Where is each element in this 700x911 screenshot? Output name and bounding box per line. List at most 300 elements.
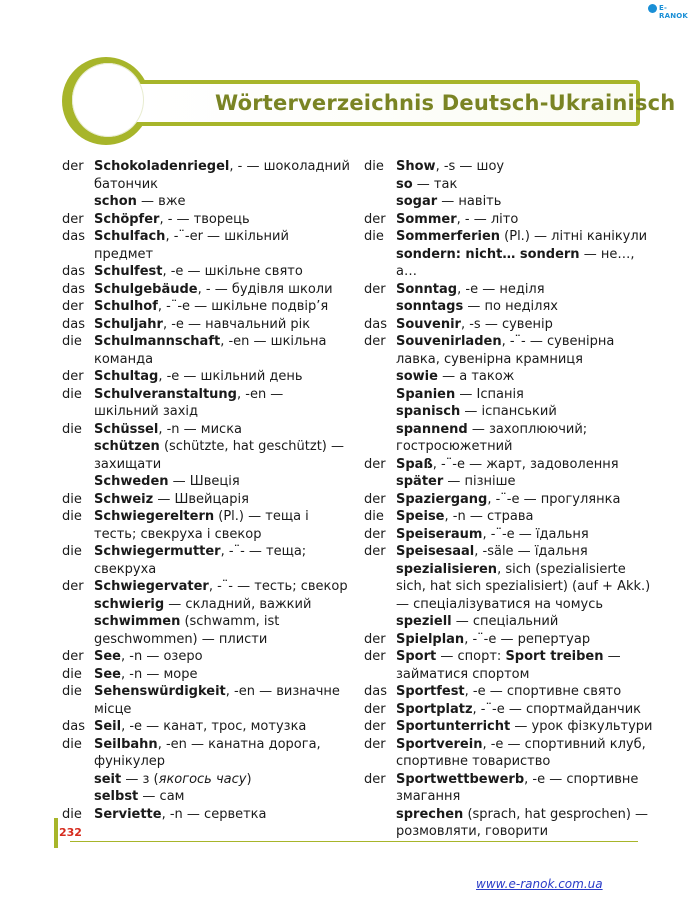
- entry-body: [94, 683, 352, 718]
- entry-body: [94, 316, 352, 334]
- dictionary-entry: [62, 263, 352, 281]
- dictionary-entry: [364, 701, 654, 719]
- entry-body: [396, 228, 654, 246]
- entry-body: [396, 806, 654, 841]
- publisher-link[interactable]: www.e-ranok.com.ua: [476, 877, 603, 891]
- entry-body: [396, 543, 654, 561]
- entry-body: [94, 386, 352, 421]
- entry-text: — не…, а…: [396, 246, 635, 279]
- headword: Spielplan: [396, 631, 465, 647]
- entry-text: , -¨- — теща; свекруха: [94, 544, 307, 577]
- entry-body: [94, 298, 352, 316]
- dictionary-entry: [62, 613, 352, 648]
- entry-article: [62, 596, 94, 614]
- entry-article: der: [364, 771, 386, 787]
- entry-text: — спорт:: [436, 649, 506, 664]
- dictionary-entry: [62, 368, 352, 386]
- entry-body: [396, 403, 654, 421]
- entry-text: , -¨-e — спортмайданчик: [472, 701, 642, 717]
- entry-article: das: [364, 684, 387, 699]
- page-number-box: [54, 818, 82, 848]
- entry-article: [364, 298, 396, 316]
- entry-text: — захоплюючий; гостросюжетний: [396, 421, 588, 454]
- entry-text: ): [246, 771, 252, 787]
- entry-text: — Іспанія: [455, 386, 524, 402]
- headword: See: [94, 666, 121, 682]
- headword: Schulhof: [94, 299, 158, 314]
- entry-body: [94, 508, 352, 543]
- entry-article: [364, 561, 396, 614]
- headword: Schwiegervater: [94, 579, 209, 594]
- headword: Schulveranstaltung: [94, 386, 237, 402]
- dictionary-entry: [62, 473, 352, 491]
- entry-article: [364, 421, 396, 456]
- headword: speziell: [396, 614, 452, 629]
- entry-article: [364, 613, 396, 631]
- dictionary-entry: [364, 491, 654, 509]
- entry-text: — спеціальний: [451, 614, 559, 629]
- entry-body: [94, 193, 352, 211]
- entry-text: (schützte, hat geschützt) — захищати: [94, 439, 345, 472]
- headword: sprechen: [396, 806, 464, 822]
- headword: Schweden: [94, 474, 169, 489]
- entry-text: — складний, важкий: [164, 596, 312, 612]
- dictionary-entry: [62, 438, 352, 473]
- entry-text: , -n — страва: [444, 509, 534, 524]
- entry-text: , -¨- — сувенірна лавка, сувенірна крамниця: [396, 334, 615, 367]
- dictionary-entry: [62, 281, 352, 299]
- dictionary-entry: [364, 718, 654, 736]
- entry-body: [396, 491, 654, 509]
- entry-body: [94, 491, 352, 509]
- entry-article: [364, 386, 396, 404]
- headword: Sonntag: [396, 281, 458, 297]
- headword: sowie: [396, 369, 438, 384]
- entry-article: das: [62, 281, 85, 297]
- entry-text: , sich (spezialisierte sich, hat sich spezialisiert) (auf + Akk.) — спеціалізуватися на чомусь: [396, 561, 651, 612]
- entry-body: [396, 176, 654, 194]
- headword: Schweiz: [94, 491, 154, 507]
- publisher-brand: E-RANOK: [659, 4, 689, 20]
- entry-article: [364, 193, 396, 211]
- dictionary-entry: [364, 316, 654, 334]
- dictionary-entry: [364, 771, 654, 806]
- headword: Sport treiben: [505, 649, 604, 664]
- entry-note: якогось часу: [158, 771, 247, 787]
- entry-article: der: [364, 526, 386, 542]
- dictionary-entry: [62, 788, 352, 806]
- entry-body: [396, 246, 654, 281]
- headword: Sommer: [396, 211, 457, 227]
- entry-text: , -e — навчальний рік: [162, 316, 311, 332]
- entry-text: , -n — озеро: [121, 649, 203, 664]
- entry-article: der: [364, 491, 386, 507]
- entry-article: die: [62, 491, 82, 507]
- entry-body: [94, 438, 352, 473]
- headword: selbst: [94, 789, 139, 804]
- dictionary-entry: [62, 228, 352, 263]
- entry-body: [94, 788, 352, 806]
- headword: Schöpfer: [94, 211, 160, 227]
- entry-article: [364, 806, 396, 841]
- dictionary-entry: [364, 403, 654, 421]
- dictionary-entry: [62, 648, 352, 666]
- footer-divider: [70, 841, 638, 842]
- entry-text: — сам: [138, 789, 185, 804]
- entry-body: [94, 771, 352, 789]
- entry-article: der: [62, 579, 84, 594]
- entry-text: , -en — визначне місце: [94, 684, 340, 717]
- dictionary-entry: [364, 648, 654, 683]
- entry-article: die: [62, 421, 82, 437]
- entry-article: [364, 403, 396, 421]
- headword: Sehenswürdigkeit: [94, 684, 226, 699]
- entry-body: [94, 333, 352, 368]
- entry-article: [62, 193, 94, 211]
- entry-article: die: [62, 509, 82, 524]
- entry-body: [396, 648, 654, 683]
- headword: so: [396, 176, 413, 192]
- headword: Sportplatz: [396, 701, 473, 717]
- dictionary-entry: [364, 421, 654, 456]
- dictionary-entry: [62, 806, 352, 824]
- entry-text: — з (: [121, 771, 159, 787]
- entry-article: der: [364, 649, 386, 664]
- entry-body: [94, 281, 352, 299]
- entry-text: — урок фізкультури: [510, 719, 653, 734]
- headword: Souvenir: [396, 316, 461, 332]
- entry-text: , -e — канат, трос, мотузка: [121, 719, 307, 734]
- headword: Spaß: [396, 456, 433, 472]
- headword: Sportunterricht: [396, 719, 511, 734]
- entry-text: , -e — шкільний день: [158, 369, 303, 384]
- entry-text: , -n — серветка: [161, 806, 267, 822]
- entry-body: [396, 298, 654, 316]
- entry-body: [396, 158, 654, 176]
- entry-article: der: [62, 369, 84, 384]
- entry-text: , -en — шкільна команда: [94, 334, 327, 367]
- headword: Seil: [94, 719, 122, 734]
- entry-body: [396, 771, 654, 806]
- ranok-logo-icon: [648, 4, 657, 13]
- entry-text: — Швеція: [168, 474, 240, 489]
- entry-article: die: [62, 386, 82, 402]
- entry-article: das: [62, 719, 85, 734]
- dictionary-entry: [62, 421, 352, 439]
- headword: spezialisieren: [396, 561, 498, 577]
- entry-article: die: [62, 544, 82, 559]
- entry-text: (Pl.) — літні канікули: [500, 229, 648, 244]
- dictionary-entry: [62, 491, 352, 509]
- entry-body: [94, 666, 352, 684]
- page-number-bracket: [54, 818, 58, 848]
- dictionary-entry: [62, 298, 352, 316]
- entry-body: [396, 421, 654, 456]
- dictionary-entry: [364, 246, 654, 281]
- headword: Schwiegermutter: [94, 544, 221, 559]
- entry-text: , - — літо: [456, 211, 519, 227]
- dictionary-entry: [364, 211, 654, 229]
- entry-article: der: [364, 281, 386, 297]
- entry-text: — пізніше: [443, 474, 516, 489]
- entry-body: [94, 368, 352, 386]
- headword: Sommerferien: [396, 229, 501, 244]
- entry-text: (sprach, hat gesprochen) — розмовляти, говорити: [396, 806, 649, 839]
- entry-text: , -n — море: [121, 666, 198, 682]
- headword: sonntags: [396, 299, 464, 314]
- entry-body: [94, 228, 352, 263]
- decorative-circle-inner: [72, 63, 144, 137]
- entry-body: [396, 316, 654, 334]
- entry-article: die: [62, 666, 82, 682]
- entry-article: der: [364, 544, 386, 559]
- entry-body: [396, 701, 654, 719]
- dictionary-entry: [62, 211, 352, 229]
- entry-body: [94, 648, 352, 666]
- dictionary-entry: [62, 596, 352, 614]
- entry-text: , -en — канатна дорога, фунікулер: [94, 736, 321, 769]
- entry-text: , - — творець: [159, 211, 250, 227]
- entry-article: das: [62, 316, 85, 332]
- dictionary-entry: [62, 771, 352, 789]
- dictionary-entry: [364, 386, 654, 404]
- entry-body: [94, 263, 352, 281]
- entry-article: [62, 438, 94, 473]
- dictionary-entry: [364, 176, 654, 194]
- entry-text: , -¨-e — шкільне подвір’я: [157, 299, 329, 314]
- dictionary-entry: [364, 193, 654, 211]
- dictionary-entry: [364, 298, 654, 316]
- entry-text: — вже: [136, 194, 186, 209]
- entry-article: der: [364, 456, 386, 472]
- entry-text: , -n — миска: [158, 421, 243, 437]
- entry-text: , -¨- — тесть; свекор: [208, 579, 348, 594]
- headword: Sportverein: [396, 736, 483, 752]
- headword: Speise: [396, 509, 445, 524]
- entry-body: [396, 718, 654, 736]
- dictionary-entry: [62, 578, 352, 596]
- dictionary-entry: [364, 526, 654, 544]
- headword: Spaziergang: [396, 491, 488, 507]
- entry-article: die: [62, 684, 82, 699]
- entry-article: [62, 771, 94, 789]
- headword: schon: [94, 194, 137, 209]
- entry-body: [94, 613, 352, 648]
- entry-text: , -¨-er — шкільний предмет: [94, 229, 289, 262]
- entry-article: der: [62, 211, 84, 227]
- dictionary-entry: [364, 473, 654, 491]
- dictionary-entry: [364, 736, 654, 771]
- entry-text: , -e — спортивне змагання: [396, 771, 639, 804]
- entry-text: , -s — сувенір: [460, 316, 553, 332]
- dictionary-column-right: [364, 158, 654, 841]
- headword: See: [94, 649, 121, 664]
- entry-body: [94, 578, 352, 596]
- entry-text: , -e — спортивне свято: [464, 684, 622, 699]
- headword: schützen: [94, 439, 160, 454]
- entry-body: [396, 561, 654, 614]
- headword: später: [396, 474, 444, 489]
- page-title: Wörterverzeichnis Deutsch-Ukrainisch: [215, 91, 676, 115]
- entry-article: das: [62, 229, 85, 244]
- entry-body: [94, 473, 352, 491]
- entry-body: [94, 596, 352, 614]
- dictionary-entry: [62, 683, 352, 718]
- entry-article: [364, 176, 396, 194]
- entry-body: [94, 158, 352, 193]
- headword: Schulgebäude: [94, 281, 198, 297]
- entry-body: [396, 631, 654, 649]
- entry-article: der: [62, 649, 84, 664]
- headword: schwierig: [94, 596, 165, 612]
- dictionary-entry: [364, 543, 654, 561]
- entry-body: [94, 718, 352, 736]
- dictionary-entry: [62, 158, 352, 193]
- dictionary-entry: [62, 736, 352, 771]
- dictionary-entry: [62, 386, 352, 421]
- headword: Serviette: [94, 806, 162, 822]
- entry-body: [396, 333, 654, 368]
- entry-text: , -s — шоу: [435, 159, 505, 174]
- entry-text: , -e — неділя: [457, 281, 545, 297]
- headword: Seilbahn: [94, 736, 158, 752]
- headword: Souvenirladen: [396, 334, 502, 349]
- entry-text: — займатися спортом: [396, 649, 621, 682]
- entry-text: , -en — шкільний захід: [94, 386, 284, 419]
- dictionary-entry: [364, 456, 654, 474]
- dictionary-entry: [364, 508, 654, 526]
- dictionary-entry: [364, 333, 654, 368]
- dictionary-entry: [62, 666, 352, 684]
- dictionary-entry: [364, 631, 654, 649]
- entry-article: [62, 788, 94, 806]
- headword: spannend: [396, 421, 468, 437]
- entry-article: die: [62, 806, 82, 822]
- dictionary-column-left: [62, 158, 352, 823]
- entry-article: der: [364, 334, 386, 349]
- headword: Show: [396, 159, 436, 174]
- headword: Schokoladenriegel: [94, 159, 230, 174]
- entry-article: [364, 246, 396, 281]
- dictionary-entry: [62, 333, 352, 368]
- entry-body: [396, 456, 654, 474]
- headword: Schuljahr: [94, 316, 163, 332]
- entry-text: , -¨-e — їдальня: [482, 526, 589, 542]
- entry-text: — іспанський: [460, 404, 557, 419]
- entry-text: , -¨-e — репертуар: [464, 631, 591, 647]
- entry-article: der: [364, 719, 386, 734]
- headword: Spanien: [396, 386, 456, 402]
- dictionary-entry: [364, 368, 654, 386]
- entry-body: [396, 211, 654, 229]
- entry-body: [396, 736, 654, 771]
- entry-text: , -e — спортивний клуб, спортивне товариство: [396, 736, 646, 769]
- entry-body: [396, 386, 654, 404]
- entry-body: [396, 508, 654, 526]
- entry-text: , - — шоколадний батончик: [94, 159, 350, 192]
- headword: Sportfest: [396, 684, 465, 699]
- entry-text: (Pl.) — теща і тесть; свекруха і свекор: [94, 509, 309, 542]
- entry-article: der: [364, 631, 386, 647]
- entry-body: [396, 193, 654, 211]
- headword: sondern: nicht… sondern: [396, 246, 580, 262]
- entry-article: der: [364, 736, 386, 752]
- entry-text: , -säle — їдальня: [474, 544, 588, 559]
- dictionary-entry: [62, 543, 352, 578]
- dictionary-entry: [364, 613, 654, 631]
- headword: Schwiegereltern: [94, 509, 215, 524]
- headword: Schüssel: [94, 421, 159, 437]
- entry-article: [62, 613, 94, 648]
- headword: Sport: [396, 649, 437, 664]
- dictionary-entry: [364, 228, 654, 246]
- entry-body: [396, 526, 654, 544]
- entry-text: — по неділях: [463, 299, 558, 314]
- entry-body: [94, 211, 352, 229]
- dictionary-entry: [364, 158, 654, 176]
- entry-article: [364, 473, 396, 491]
- entry-article: der: [364, 211, 386, 227]
- entry-text: , -e — шкільне свято: [162, 264, 303, 279]
- dictionary-entry: [364, 683, 654, 701]
- entry-article: die: [62, 334, 82, 349]
- headword: Speiseraum: [396, 526, 483, 542]
- entry-article: das: [62, 264, 85, 279]
- publisher-logo: [648, 4, 694, 20]
- headword: Schultag: [94, 369, 159, 384]
- entry-body: [396, 368, 654, 386]
- entry-body: [94, 421, 352, 439]
- entry-article: [62, 473, 94, 491]
- headword: Sportwettbewerb: [396, 771, 525, 787]
- entry-article: die: [364, 229, 384, 244]
- headword: spanisch: [396, 404, 461, 419]
- entry-body: [94, 736, 352, 771]
- dictionary-entry: [364, 806, 654, 841]
- entry-article: [364, 368, 396, 386]
- entry-text: , - — будівля школи: [197, 281, 333, 297]
- entry-article: der: [364, 701, 386, 717]
- entry-text: (schwamm, ist geschwommen) — плисти: [94, 614, 280, 647]
- dictionary-entry: [62, 508, 352, 543]
- entry-body: [396, 281, 654, 299]
- dictionary-entry: [364, 281, 654, 299]
- entry-article: die: [364, 159, 384, 174]
- headword: Schulfest: [94, 264, 163, 279]
- entry-text: — а також: [437, 369, 515, 384]
- headword: sogar: [396, 194, 438, 209]
- entry-article: das: [364, 316, 387, 332]
- entry-text: , -¨-e — жарт, задоволення: [432, 456, 619, 472]
- entry-article: die: [62, 736, 82, 752]
- entry-body: [396, 473, 654, 491]
- entry-article: der: [62, 159, 84, 174]
- headword: Schulfach: [94, 229, 166, 244]
- page-number: 232: [59, 826, 82, 839]
- dictionary-entry: [62, 193, 352, 211]
- entry-body: [396, 613, 654, 631]
- dictionary-entry: [62, 316, 352, 334]
- headword: Speisesaal: [396, 544, 475, 559]
- entry-text: — навіть: [437, 194, 502, 209]
- entry-article: der: [62, 299, 84, 314]
- headword: Schulmannschaft: [94, 334, 221, 349]
- entry-text: — так: [412, 176, 458, 192]
- entry-article: die: [364, 509, 384, 524]
- entry-text: — Швейцарія: [153, 491, 249, 507]
- entry-text: , -¨-e — прогулянка: [487, 491, 621, 507]
- headword: schwimmen: [94, 614, 181, 629]
